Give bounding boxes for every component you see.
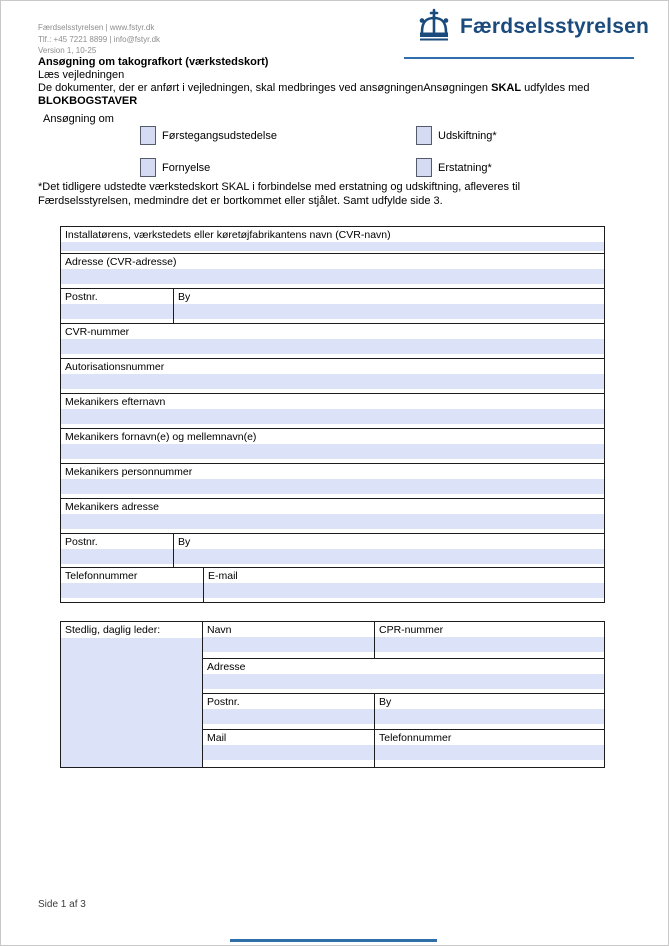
field-label: CPR-nummer — [379, 624, 444, 636]
field-label: By — [178, 536, 191, 548]
input-leder-telefon[interactable] — [375, 745, 604, 760]
label-udskiftning: Udskiftning* — [438, 130, 497, 142]
table-row — [61, 227, 604, 253]
read-guide-text: Læs vejledningen — [38, 69, 125, 81]
agency-contact-line2: Tlf.: +45 7221 8899 | info@fstyr.dk — [38, 34, 161, 44]
cell-cvr-adresse — [61, 254, 604, 288]
field-label: Mail — [207, 732, 227, 744]
input-postnr-2[interactable] — [61, 549, 173, 564]
field-label: Postnr. — [65, 291, 98, 303]
field-label: Postnr. — [207, 696, 240, 708]
field-label: Autorisationsnummer — [65, 361, 165, 373]
asterisk-note-line1: *Det tidligere udstedte værkstedskort SKAL i forbindelse med erstatning og udskiftning, afleveres til — [38, 181, 521, 193]
cell-email — [204, 568, 604, 602]
table-row — [61, 253, 604, 288]
input-mekaniker-fornavn[interactable] — [61, 444, 604, 459]
cell-leder-adresse — [203, 659, 604, 693]
manager-table-right — [203, 622, 604, 767]
field-label: By — [178, 291, 191, 303]
field-label: Telefonnummer — [379, 732, 452, 744]
label-fornyelse: Fornyelse — [162, 162, 211, 174]
field-label: Stedlig, daglig leder: — [65, 624, 161, 636]
table-row — [61, 567, 604, 602]
table-row — [61, 358, 604, 393]
checkbox-fornyelse[interactable] — [140, 158, 156, 177]
cell-leder-telefon — [375, 730, 604, 767]
input-mekaniker-efternavn[interactable] — [61, 409, 604, 424]
agency-contact-line1: Færdselsstyrelsen | www.fstyr.dk — [38, 23, 155, 32]
cell-leder-postnr — [203, 694, 375, 729]
input-cvr-adresse[interactable] — [61, 269, 604, 284]
cell-mekaniker-fornavn — [61, 429, 604, 463]
table-row — [61, 393, 604, 428]
table-row — [61, 533, 604, 567]
table-row — [203, 729, 604, 767]
checkbox-forstegangsudstedelse[interactable] — [140, 126, 156, 145]
cell-telefonnummer — [61, 568, 204, 602]
field-label: Installatørens, værkstedets eller køretøjfabrikantens navn (CVR-navn) — [65, 229, 391, 241]
cell-postnr-2 — [61, 534, 174, 567]
input-mekaniker-adresse[interactable] — [61, 514, 604, 529]
asterisk-note-line2: Færdselsstyrelsen, medmindre det er bortkommet eller stjålet. Samt udfylde side 3. — [38, 194, 443, 207]
instruction-text — [38, 82, 590, 108]
cell-leder-mail — [203, 730, 375, 767]
table-row — [61, 498, 604, 533]
page-indicator: Side 1 af 3 — [38, 899, 86, 910]
field-label: Postnr. — [65, 536, 98, 548]
cell-postnr — [61, 289, 174, 323]
input-postnr[interactable] — [61, 304, 173, 319]
cell-mekaniker-efternavn — [61, 394, 604, 428]
cell-stedlig-leder — [61, 622, 203, 767]
agency-logo — [404, 8, 649, 46]
input-leder-cpr[interactable] — [375, 637, 604, 652]
table-row — [203, 622, 604, 658]
input-leder-mail[interactable] — [203, 745, 374, 760]
version-line: Version 1, 10-25 — [38, 46, 97, 55]
table-row — [61, 463, 604, 498]
page-bottom-divider — [230, 939, 437, 942]
input-by[interactable] — [174, 304, 604, 319]
field-label: Mekanikers efternavn — [65, 396, 166, 408]
field-label: CVR-nummer — [65, 326, 130, 338]
cell-cvr-nummer — [61, 324, 604, 358]
field-label: Adresse — [207, 661, 246, 673]
label-forstegangsudstedelse: Førstegangsudstedelse — [162, 130, 277, 142]
input-autorisationsnummer[interactable] — [61, 374, 604, 389]
cell-cvr-navn — [61, 227, 604, 253]
field-label: Mekanikers personnummer — [65, 466, 193, 478]
cell-by-2 — [174, 534, 604, 567]
cell-leder-navn — [203, 622, 375, 658]
input-leder-postnr[interactable] — [203, 709, 374, 724]
input-mekaniker-personnummer[interactable] — [61, 479, 604, 494]
cell-by — [174, 289, 604, 323]
field-label: Navn — [207, 624, 232, 636]
table-row — [203, 658, 604, 693]
field-label: Mekanikers fornavn(e) og mellemnavn(e) — [65, 431, 257, 443]
field-label: By — [379, 696, 392, 708]
field-label: E-mail — [208, 570, 238, 582]
input-cvr-navn[interactable] — [61, 242, 604, 251]
application-section-label: Ansøgning om — [43, 113, 114, 125]
crown-icon — [417, 8, 451, 46]
label-erstatning: Erstatning* — [438, 162, 492, 174]
logo-underline — [404, 57, 634, 59]
input-cvr-nummer[interactable] — [61, 339, 604, 354]
input-leder-area[interactable] — [61, 638, 202, 767]
asterisk-note — [38, 181, 520, 208]
input-email[interactable] — [204, 583, 604, 598]
table-row — [61, 428, 604, 463]
cell-mekaniker-personnummer — [61, 464, 604, 498]
instruction-part1: De dokumenter, der er anført i vejledningen, skal medbringes ved ansøgningenAnsøgningen — [38, 82, 492, 94]
instruction-bold-blokbogstaver: BLOKBOGSTAVER — [38, 95, 138, 107]
input-by-2[interactable] — [174, 549, 604, 564]
field-label: Mekanikers adresse — [65, 501, 159, 513]
input-telefonnummer[interactable] — [61, 583, 203, 598]
field-label: Adresse (CVR-adresse) — [65, 256, 177, 268]
checkbox-udskiftning[interactable] — [416, 126, 432, 145]
instruction-part2: udfyldes med — [521, 82, 590, 94]
cell-autorisationsnummer — [61, 359, 604, 393]
table-row — [61, 323, 604, 358]
workshop-form-table — [60, 226, 605, 603]
checkbox-erstatning[interactable] — [416, 158, 432, 177]
input-leder-navn[interactable] — [203, 637, 374, 652]
agency-contact-block — [38, 22, 160, 57]
cell-leder-by — [375, 694, 604, 729]
cell-mekaniker-adresse — [61, 499, 604, 533]
table-row — [61, 288, 604, 323]
table-row — [203, 693, 604, 729]
field-label: Telefonnummer — [65, 570, 138, 582]
cell-leder-cpr — [375, 622, 604, 658]
instruction-bold-skal: SKAL — [491, 82, 522, 94]
document-title: Ansøgning om takografkort (værkstedskort) — [38, 56, 269, 68]
manager-form-table — [60, 621, 605, 768]
logo-wordmark: Færdselsstyrelsen — [460, 15, 649, 38]
input-leder-adresse[interactable] — [203, 674, 604, 689]
input-leder-by[interactable] — [375, 709, 604, 724]
